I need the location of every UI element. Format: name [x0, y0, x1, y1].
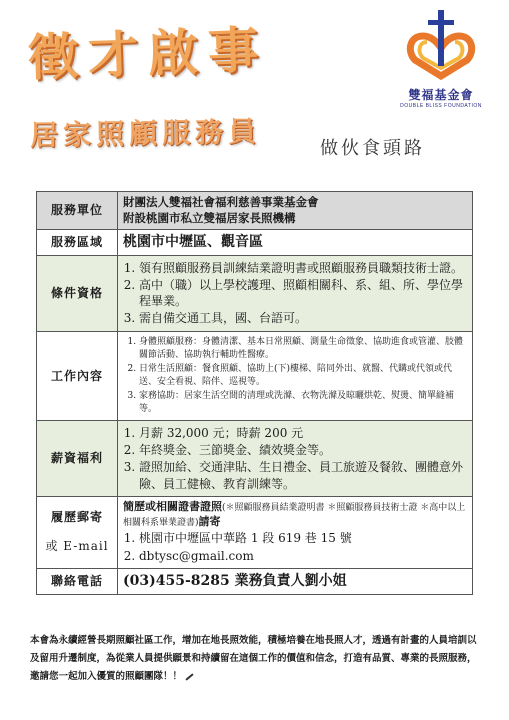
- list-item: 3. 證照加給、交通津貼、生日禮金、員工旅遊及餐敘、團體意外險、員工健檢、教育訓練等。: [139, 459, 467, 491]
- value-service-unit: 財團法人雙福社會福利慈善事業基金會 附設桃園市私立雙福居家長照機構: [118, 192, 473, 230]
- resume-note: (＊照顧服務員結業證明書 ＊照顧服務員技術士證 ＊高中以上相關科系畢業證書): [123, 502, 466, 528]
- label-contact-phone: 聯絡電話: [37, 568, 118, 594]
- label-qualifications: 條件資格: [37, 255, 118, 331]
- double-bliss-logo-icon: [401, 8, 481, 80]
- row-salary-benefits: [37, 420, 473, 496]
- label-work-content: 工作內容: [37, 331, 118, 420]
- page-title: 徵才啟事: [27, 20, 270, 88]
- row-resume-mail: [37, 496, 473, 568]
- value-resume-mail: [118, 496, 473, 568]
- mail-address: 1. 桃園市中壢區中華路 1 段 619 巷 15 號: [139, 530, 467, 546]
- row-service-unit: [37, 192, 473, 230]
- row-service-area: [37, 230, 473, 256]
- logo-english-name: DOUBLE BLISS FOUNDATION: [400, 103, 482, 109]
- pen-icon: [185, 673, 193, 680]
- list-item: 2. 年終獎金、三節獎金、績效獎金等。: [139, 442, 467, 458]
- value-qualifications: [118, 255, 473, 331]
- list-item: 1. 月薪 32,000 元；時薪 200 元: [139, 425, 467, 441]
- resume-tail: 請寄: [198, 514, 221, 528]
- list-item: 2. 日常生活照顧：餐食照顧、協助上(下)樓梯、陪同外出、就醫、代購或代領或代送、安全看視、陪伴、巡視等。: [139, 363, 467, 389]
- value-contact-phone: (03)455-8285 業務負責人劉小姐: [118, 568, 473, 594]
- contact-email[interactable]: 2. dbtysc@gmail.com: [139, 548, 467, 564]
- resume-heading: 簡歷或相關證書證照: [123, 499, 222, 513]
- value-work-content: [118, 331, 473, 420]
- list-item: 1. 身體照顧服務：身體清潔、基本日常照顧、測量生命徵象、協助進食或管灌、肢體關節活動、協助執行輔助性醫療。: [139, 336, 467, 362]
- job-title: 居家照顧服務員: [29, 114, 262, 153]
- slogan: 做伙食頭路: [320, 138, 425, 159]
- label-resume-mail: 履歷郵寄 或 E-mail: [37, 496, 118, 568]
- label-service-area: 服務區域: [37, 230, 118, 256]
- value-salary-benefits: [118, 420, 473, 496]
- value-service-area: 桃園市中壢區、觀音區: [118, 230, 473, 256]
- list-item: 3. 需自備交通工具，國、台語可。: [139, 310, 467, 326]
- footer-statement: 本會為永續經營長期照顧社區工作，增加在地長照效能，積極培養在地長照人才，透過有計畫的人員培訓以及留用升遷制度，為從業人員提供願景和持續留在這個工作的價值和信念，打造有品質、專業的長照服務，邀請您一起加入優質的照顧團隊！！: [30, 635, 477, 683]
- label-service-unit: 服務單位: [37, 192, 118, 230]
- list-item: 1. 領有照顧服務員訓練結業證明書或照顧服務員職類技術士證。: [139, 260, 467, 276]
- foundation-logo: [392, 8, 490, 109]
- label-salary-benefits: 薪資福利: [37, 420, 118, 496]
- job-info-table: [36, 191, 473, 595]
- list-item: 2. 高中（職）以上學校護理、照顧相關科、系、組、所、學位學程畢業。: [139, 277, 467, 309]
- row-qualifications: [37, 255, 473, 331]
- logo-name: 雙福基金會: [408, 88, 474, 102]
- row-contact-phone: [37, 568, 473, 594]
- row-work-content: [37, 331, 473, 420]
- list-item: 3. 家務協助：居家生活空間的清理或洗滌、衣物洗滌及晾曬烘乾、熨燙、簡單縫補等。: [139, 390, 467, 416]
